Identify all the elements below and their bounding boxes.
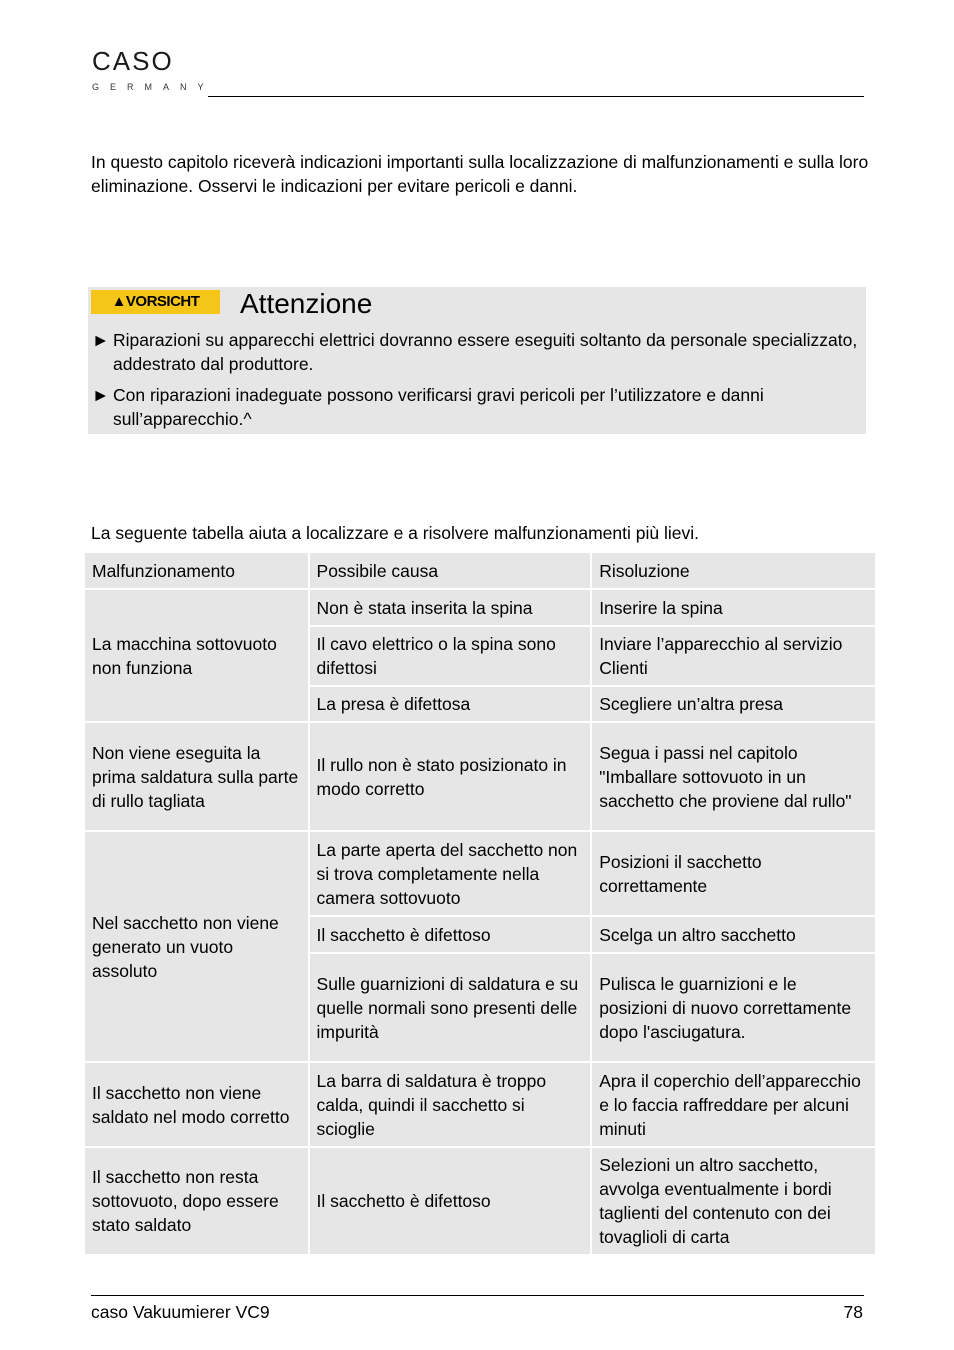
warning-item-text: Riparazioni su apparecchi elettrici dovranno essere eseguiti soltanto da personale specializzato, addestrato dal produttore.: [113, 330, 858, 374]
table-intro: La seguente tabella aiuta a localizzare e a risolvere malfunzionamenti più lievi.: [91, 523, 699, 543]
header-rule: [208, 96, 864, 97]
warning-badge-label: VORSICHT: [125, 293, 200, 310]
warning-triangle-icon: ▲: [111, 293, 126, 310]
solution-cell: Scegliere un’altra presa: [591, 686, 876, 722]
arrow-bullet-icon: ►: [92, 330, 110, 350]
solution-cell: Selezioni un altro sacchetto, avvolga eventualmente i bordi taglienti del contenuto con dei tovaglioli di carta: [591, 1147, 876, 1255]
solution-cell: Inserire la spina: [591, 589, 876, 626]
solution-cell: Apra il coperchio dell’apparecchio e lo faccia raffreddare per alcuni minuti: [591, 1062, 876, 1147]
warning-item: [92, 328, 883, 376]
brand-logo: [76, 32, 215, 106]
cause-cell: Il cavo elettrico o la spina sono difettosi: [309, 626, 592, 686]
solution-cell: Scelga un altro sacchetto: [591, 916, 876, 953]
table-row: [84, 1147, 876, 1255]
problem-cell: Il sacchetto non resta sottovuoto, dopo essere stato saldato: [84, 1147, 309, 1255]
header-cell: Malfunzionamento: [84, 552, 309, 589]
warning-badge: [91, 290, 220, 314]
table-row: [84, 722, 876, 831]
warning-title: Attenzione: [240, 288, 373, 319]
problem-cell: La macchina sottovuoto non funziona: [84, 589, 309, 722]
header-cell: Possibile causa: [309, 552, 592, 589]
warning-item: [92, 383, 883, 431]
cause-cell: La barra di saldatura è troppo calda, quindi il sacchetto si scioglie: [309, 1062, 592, 1147]
warning-box: [88, 287, 866, 434]
table-row: [84, 831, 876, 916]
intro-paragraph: In questo capitolo riceverà indicazioni importanti sulla localizzazione di malfunzionamenti e sulla loro eliminazione. Osservi le indicazioni per evitare pericoli e danni.: [91, 152, 869, 196]
cause-cell: Sulle guarnizioni di saldatura e su quelle normali sono presenti delle impurità: [309, 953, 592, 1062]
solution-cell: Segua i passi nel capitolo "Imballare sottovuoto in un sacchetto che proviene dal rullo": [591, 722, 876, 831]
problem-cell: Nel sacchetto non viene generato un vuoto assoluto: [84, 831, 309, 1062]
footer-rule: [91, 1295, 864, 1296]
table-header-row: [84, 552, 876, 589]
cause-cell: Il sacchetto è difettoso: [309, 1147, 592, 1255]
cause-cell: La presa è difettosa: [309, 686, 592, 722]
cause-cell: Il sacchetto è difettoso: [309, 916, 592, 953]
table-row: [84, 1062, 876, 1147]
cause-cell: Il rullo non è stato posizionato in modo corretto: [309, 722, 592, 831]
page-number: 78: [843, 1302, 863, 1322]
problem-cell: Non viene eseguita la prima saldatura sulla parte di rullo tagliata: [84, 722, 309, 831]
solution-cell: Pulisca le guarnizioni e le posizioni di nuovo correttamente dopo l'asciugatura.: [591, 953, 876, 1062]
cause-cell: La parte aperta del sacchetto non si trova completamente nella camera sottovuoto: [309, 831, 592, 916]
logo-wordmark: CASO: [92, 46, 174, 76]
footer-product-name: caso Vakuumierer VC9: [91, 1302, 270, 1322]
table-row: [84, 589, 876, 626]
arrow-bullet-icon: ►: [92, 385, 110, 405]
warning-item-text: Con riparazioni inadeguate possono verificarsi gravi pericoli per l’utilizzatore e danni sull’apparecchio.^: [113, 385, 764, 429]
logo-subtitle: GERMANY: [92, 82, 215, 92]
problem-cell: Il sacchetto non viene saldato nel modo corretto: [84, 1062, 309, 1147]
solution-cell: Inviare l’apparecchio al servizio Clienti: [591, 626, 876, 686]
troubleshooting-table: [83, 551, 877, 1256]
cause-cell: Non è stata inserita la spina: [309, 589, 592, 626]
solution-cell: Posizioni il sacchetto correttamente: [591, 831, 876, 916]
header-cell: Risoluzione: [591, 552, 876, 589]
